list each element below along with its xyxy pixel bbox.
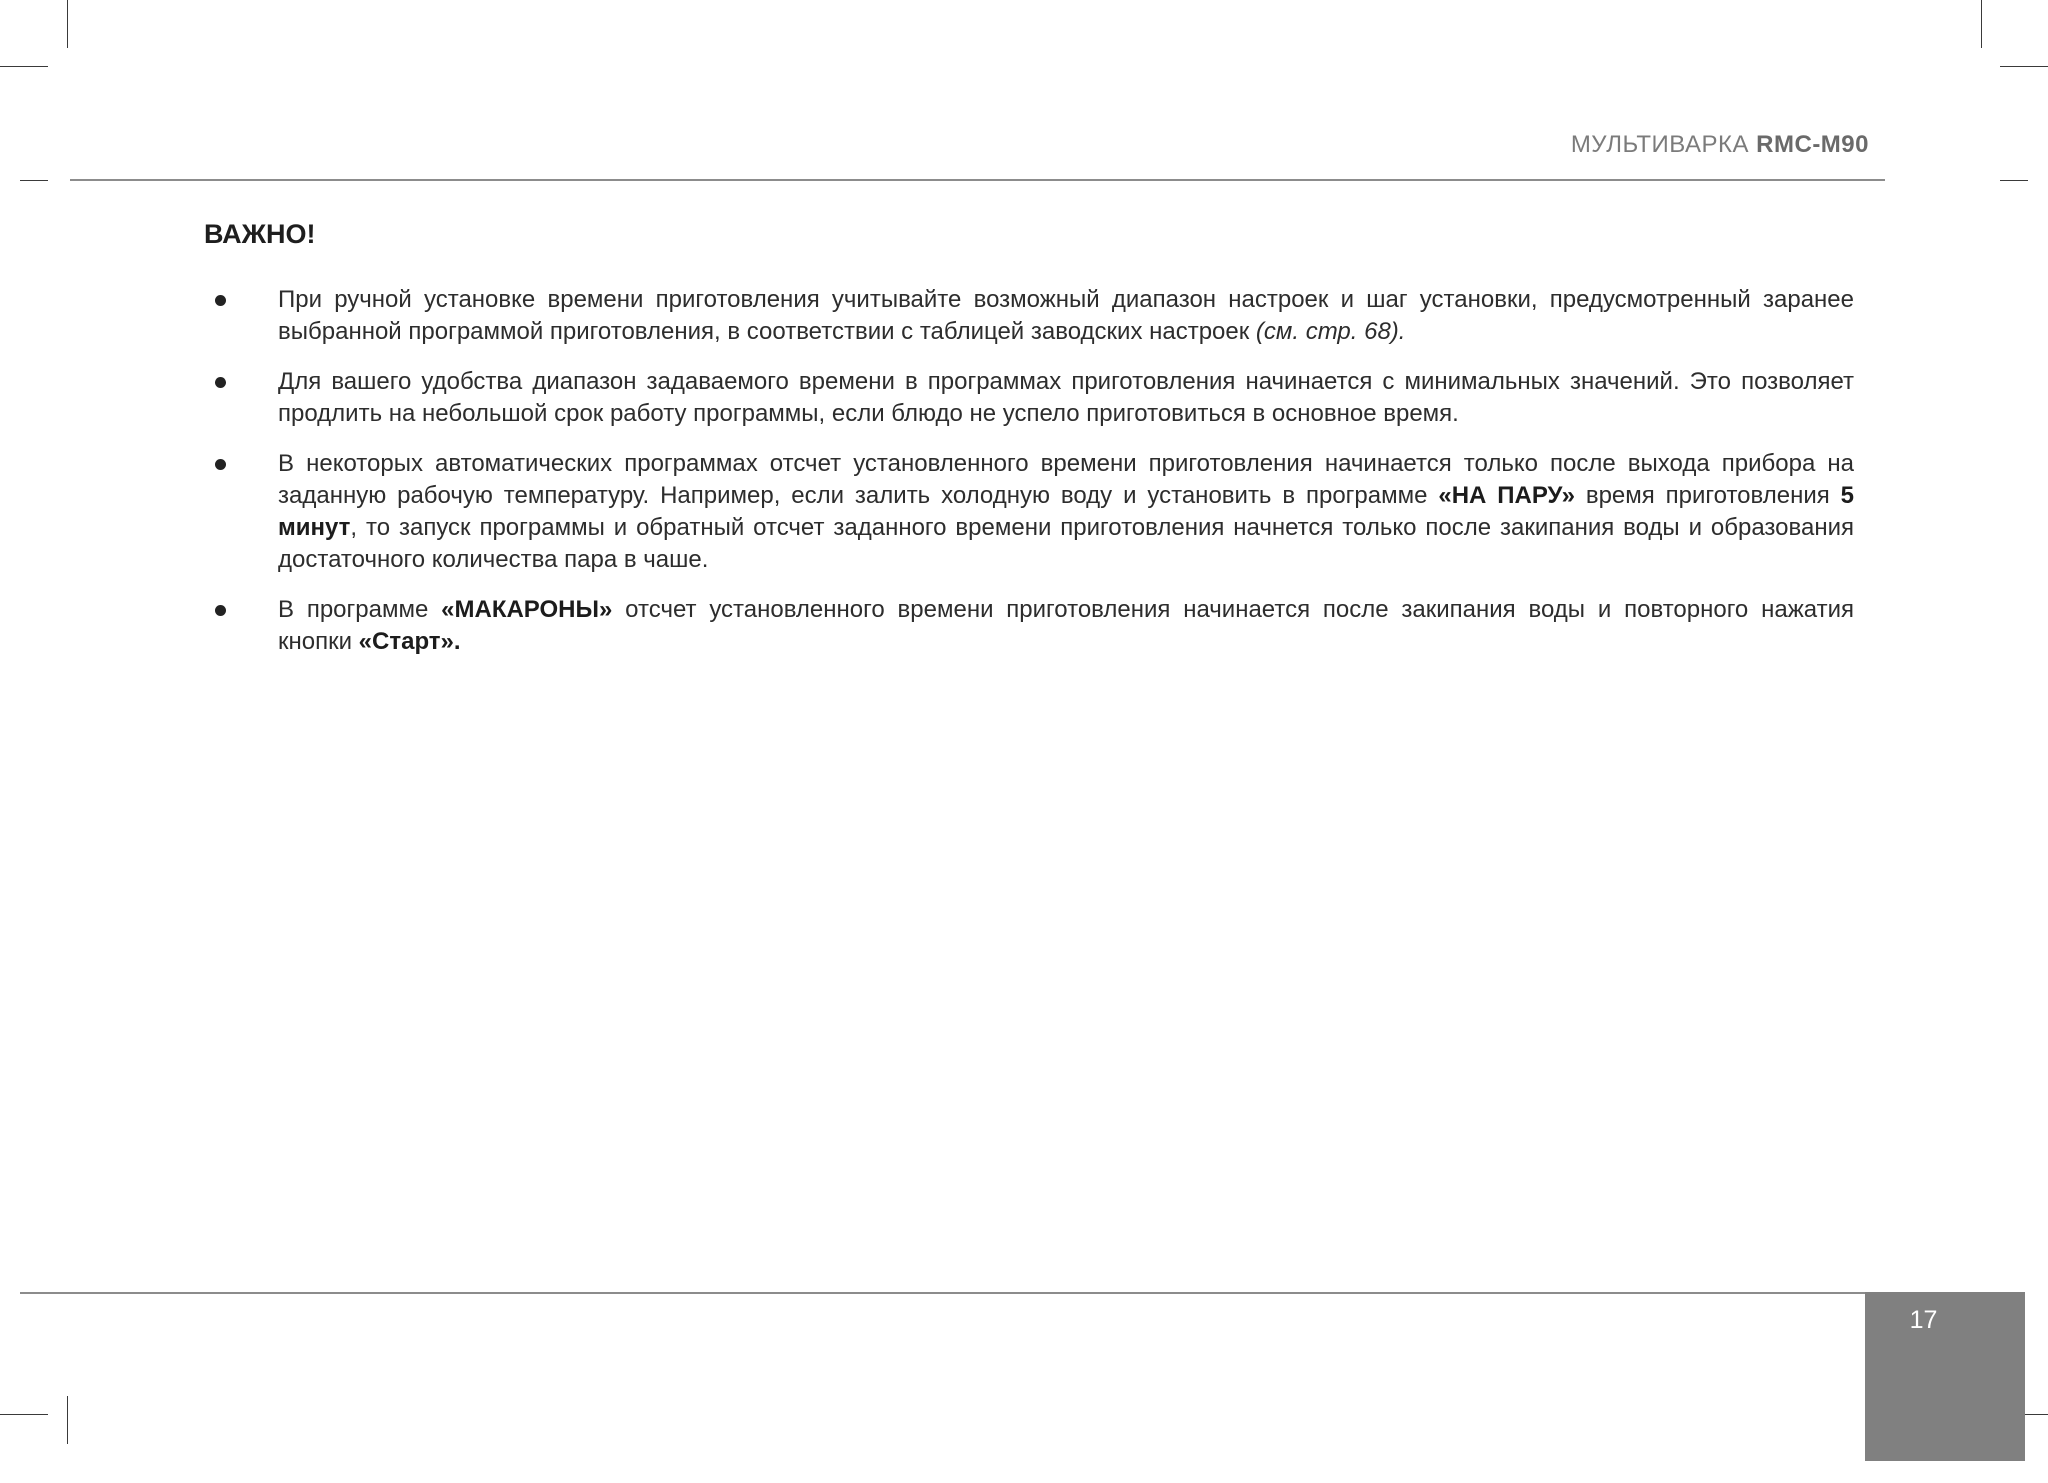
bullet-icon	[215, 605, 226, 616]
program-name: «НА ПАРУ»	[1438, 482, 1575, 509]
crop-mark	[1981, 0, 1982, 48]
crop-mark	[2000, 180, 2028, 181]
page-number: 17	[1909, 1306, 1938, 1334]
crop-mark	[20, 180, 48, 181]
list-item	[204, 448, 1854, 576]
notes-list	[204, 284, 1854, 658]
crop-mark	[0, 66, 48, 67]
running-header	[1571, 131, 1869, 159]
list-item	[204, 366, 1854, 430]
section-title: ВАЖНО!	[204, 219, 316, 249]
note-text: Для вашего удобства диапазон задаваемого времени в программах приготовления начинается с минимальных значений. Это позволяет продлить на небольшой срок работу программы, если блюдо не успело приготовиться в основное время.	[278, 368, 1854, 427]
main-content	[204, 214, 1854, 676]
note-text: время приготовления	[1574, 482, 1841, 509]
note-text: В некоторых автоматических программах отсчет установленного времени приготовления начинается только после выхода прибора на заданную рабочую температуру. Например, если залить холодную воду и установить в программе	[278, 450, 1854, 509]
bullet-icon	[215, 295, 226, 306]
model-name: RMC-M90	[1756, 131, 1869, 158]
bullet-icon	[215, 377, 226, 388]
program-name: «МАКАРОНЫ»	[441, 596, 613, 623]
time-value: 5 минут	[278, 482, 1854, 541]
header-rule	[70, 179, 1885, 181]
crop-mark	[67, 1396, 68, 1444]
product-name: МУЛЬТИВАРКА	[1570, 131, 1749, 158]
bullet-icon	[215, 459, 226, 470]
crop-mark	[0, 1414, 48, 1415]
footer-rule	[20, 1292, 1865, 1294]
page-number-box	[1865, 1292, 2025, 1461]
list-item	[204, 284, 1854, 348]
note-text: В программе	[278, 596, 442, 623]
crop-mark	[2000, 66, 2048, 67]
note-text: отсчет установленного времени приготовления начинается после закипания воды и повторного нажатия кнопки	[278, 596, 1854, 655]
crop-mark	[67, 0, 68, 48]
page-reference: (см. стр. 68).	[1255, 318, 1406, 345]
note-text: При ручной установке времени приготовления учитывайте возможный диапазон настроек и шаг установки, предусмотренный заранее выбранной программой приготовления, в соответствии с таблицей заводских настроек	[278, 286, 1854, 345]
button-name: «Старт».	[358, 628, 461, 655]
note-text: , то запуск программы и обратный отсчет заданного времени приготовления начнется только после закипания воды и образования достаточного количества пара в чаше.	[278, 514, 1854, 573]
list-item	[204, 594, 1854, 658]
